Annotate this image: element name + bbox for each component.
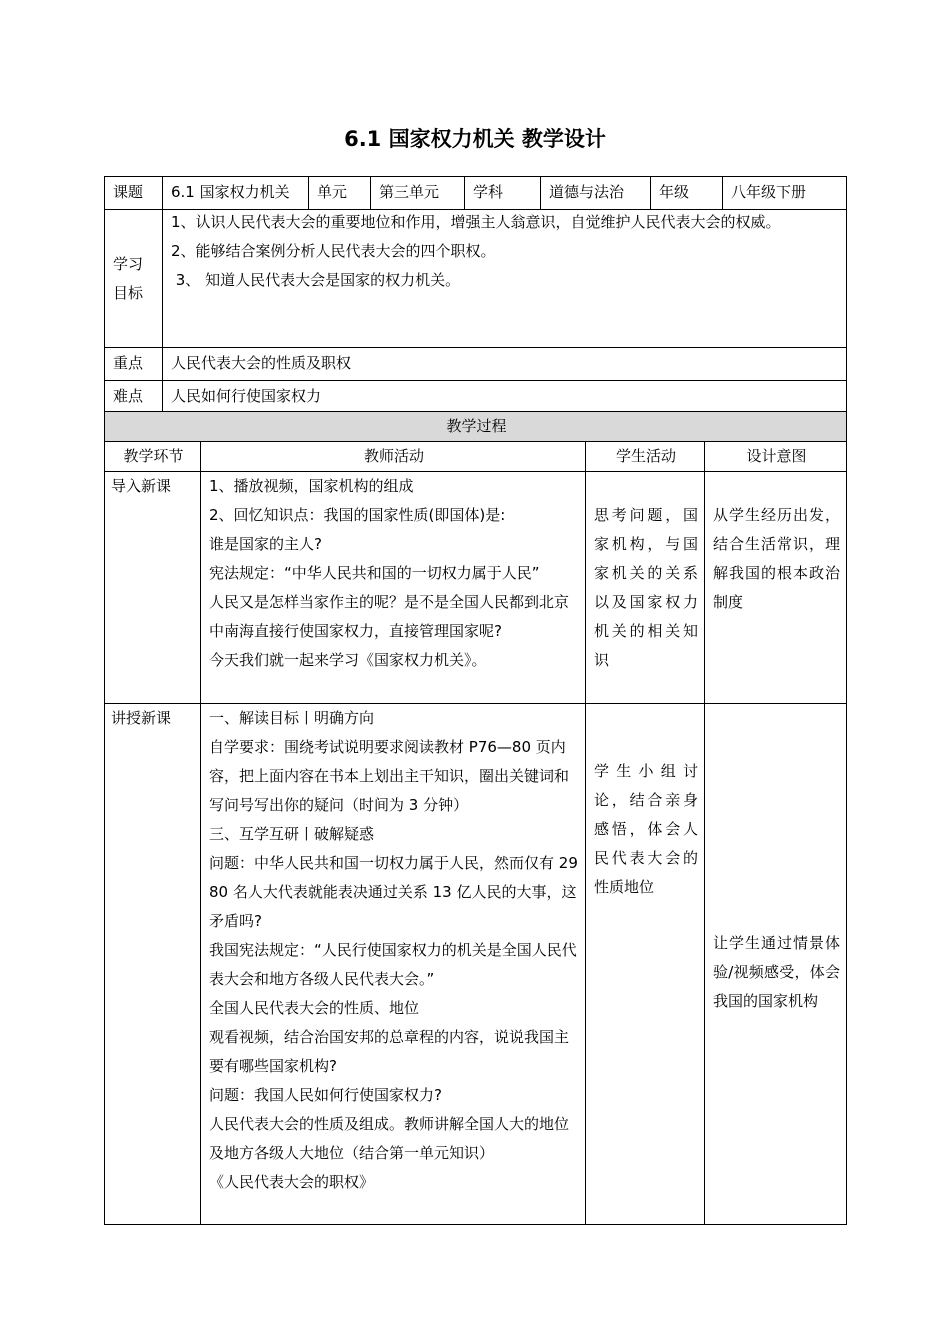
teacher-line: 人民代表大会的性质及组成。教师讲解全国人大的地位及地方各级人大地位（结合第一单元知识） — [209, 1115, 570, 1162]
teacher-cell — [201, 472, 586, 704]
process-banner-row — [105, 412, 847, 442]
teacher-line: 《人民代表大会的职权》 — [209, 1173, 375, 1191]
process-row-intro — [105, 472, 847, 704]
process-table — [104, 411, 847, 1225]
teacher-line: 谁是国家的主人? — [209, 535, 322, 553]
header-teacher: 教师活动 — [201, 442, 586, 472]
subject-value: 道德与法治 — [541, 177, 651, 210]
goal-item: 3、 知道人民代表大会是国家的权力机关。 — [171, 271, 461, 289]
student-cell: 学生小组讨论，结合亲身感悟，体会人民代表大会的性质地位 — [586, 704, 705, 1225]
difficulty-value: 人民如何行使国家权力 — [163, 381, 847, 414]
goal-item: 2、能够结合案例分析人民代表大会的四个职权。 — [171, 242, 496, 260]
teacher-line: 1、播放视频，国家机构的组成 — [209, 477, 414, 495]
page-title: 6.1 国家权力机关 教学设计 — [344, 127, 606, 151]
unit-value: 第三单元 — [371, 177, 465, 210]
goals-label-line1: 学习 — [113, 255, 144, 273]
goal-item: 1、认识人民代表大会的重要地位和作用，增强主人翁意识，自觉维护人民代表大会的权威。 — [171, 213, 781, 231]
key-point-label: 重点 — [105, 348, 163, 381]
goals-label — [105, 210, 163, 348]
grade-label: 年级 — [651, 177, 723, 210]
key-point-value: 人民代表大会的性质及职权 — [163, 348, 847, 381]
teacher-line: 今天我们就一起来学习《国家权力机关》。 — [209, 651, 487, 669]
key-point-row — [105, 348, 847, 381]
teacher-line: 问题：我国人民如何行使国家权力? — [209, 1086, 442, 1104]
goals-content — [163, 210, 847, 348]
student-cell: 思考问题，国家机构，与国家机关的关系以及国家权力机关的相关知识 — [586, 472, 705, 704]
info-row — [105, 177, 847, 210]
goals-label-line2: 目标 — [113, 284, 144, 302]
teacher-line: 自学要求：围绕考试说明要求阅读教材 P76—80 页内容，把上面内容在书本上划出主干知识，圈出关键词和写问号写出你的疑问（时间为 3 分钟） — [209, 738, 570, 814]
header-stage: 教学环节 — [105, 442, 201, 472]
teacher-line: 2、回忆知识点：我国的国家性质(即国体)是: — [209, 506, 506, 524]
teacher-line: 观看视频，结合治国安邦的总章程的内容，说说我国主要有哪些国家机构? — [209, 1028, 570, 1075]
process-table-container — [104, 411, 846, 1225]
process-row-new — [105, 704, 847, 1225]
topic-label: 课题 — [105, 177, 163, 210]
header-student: 学生活动 — [586, 442, 705, 472]
goals-row — [105, 210, 847, 348]
subject-label: 学科 — [465, 177, 541, 210]
grade-value: 八年级下册 — [723, 177, 847, 210]
teacher-line: 全国人民代表大会的性质、地位 — [209, 999, 420, 1017]
teacher-line: 问题：中华人民共和国一切权力属于人民，然而仅有 2980 名人大代表就能表决通过关系 13 亿人民的大事，这矛盾吗? — [209, 854, 578, 930]
info-table — [104, 176, 847, 414]
teacher-line: 三、互学互研丨破解疑惑 — [209, 825, 375, 843]
info-table-container — [104, 176, 846, 414]
stage-cell: 导入新课 — [105, 472, 201, 704]
teacher-cell — [201, 704, 586, 1225]
stage-cell: 讲授新课 — [105, 704, 201, 1225]
teacher-line: 人民又是怎样当家作主的呢？是不是全国人民都到北京中南海直接行使国家权力，直接管理国家呢? — [209, 593, 570, 640]
intent-cell: 从学生经历出发，结合生活常识，理解我国的根本政治制度 — [705, 472, 847, 704]
topic-value: 6.1 国家权力机关 — [163, 177, 309, 210]
header-intent: 设计意图 — [705, 442, 847, 472]
teacher-line: 一、解读目标丨明确方向 — [209, 709, 375, 727]
process-banner: 教学过程 — [105, 412, 847, 442]
teacher-line: 我国宪法规定：“人民行使国家权力的机关是全国人民代表大会和地方各级人民代表大会。” — [209, 941, 577, 988]
difficulty-row — [105, 381, 847, 414]
intent-cell: 让学生通过情景体验/视频感受，体会我国的国家机构 — [705, 704, 847, 1225]
difficulty-label: 难点 — [105, 381, 163, 414]
process-header-row — [105, 442, 847, 472]
teacher-line: 宪法规定：“中华人民共和国的一切权力属于人民” — [209, 564, 540, 582]
unit-label: 单元 — [309, 177, 371, 210]
